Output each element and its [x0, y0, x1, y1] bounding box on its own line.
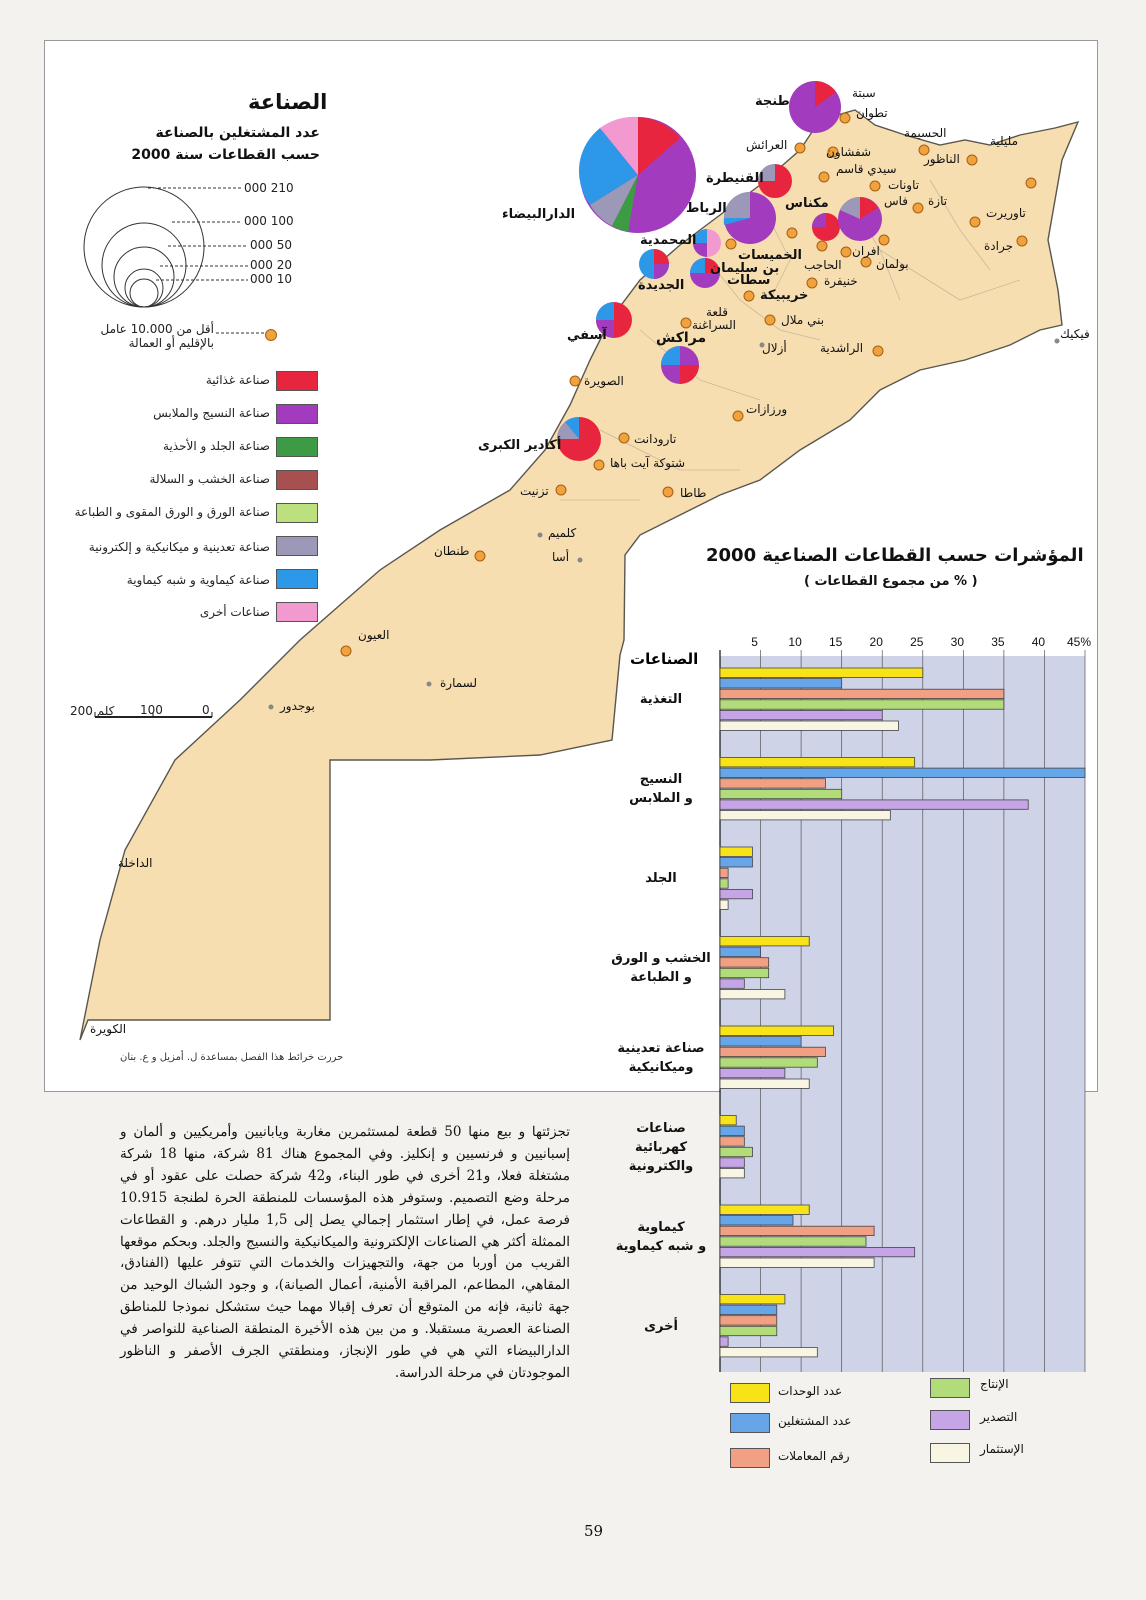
bar-5-1: [720, 1026, 834, 1035]
city-khenifra: خنيفرة: [824, 274, 858, 288]
bar-2-1: [720, 758, 915, 767]
category-label-line: و الملابس: [629, 791, 693, 807]
city-tiznit: تزنيت: [520, 484, 549, 498]
tick-label-5: 5: [751, 635, 758, 649]
bar-5-5: [720, 1068, 785, 1077]
city-casablanca: الدارالبيضاء: [502, 207, 576, 222]
city-meknes: مكناس: [785, 196, 829, 211]
bar-5-3: [720, 1047, 825, 1056]
sector-swatch-chemical: [276, 569, 318, 589]
city-jerada: جرادة: [984, 239, 1014, 253]
sector-swatch-food: [276, 371, 318, 391]
category-label-line: وميكانيكية: [628, 1059, 694, 1075]
city-sebta: سبتة: [852, 86, 876, 100]
city-essaouira: الصويرة: [584, 374, 624, 388]
legend-swatch-production: [930, 1378, 970, 1398]
city-nador: الناظور: [924, 152, 960, 166]
sector-label-other: صناعات أخرى: [199, 605, 270, 619]
sector-swatch-other: [276, 602, 318, 622]
bar-8-4: [720, 1326, 777, 1335]
sector-label-food: صناعة غذائية: [205, 373, 270, 387]
city-figuig: فيكيك: [1060, 327, 1090, 341]
bar-1-1: [720, 668, 923, 677]
bar-4-6: [720, 990, 785, 999]
size-legend-210000: 210 000: [244, 181, 294, 195]
category-label-line: التغذية: [639, 692, 683, 708]
category-label-line: أخرى: [644, 1318, 678, 1334]
tick-label-40: 40: [1031, 635, 1046, 649]
city-khemisset: الخميسات: [738, 248, 802, 263]
map-subtitle-line1: عدد المشتغلين بالصناعة: [155, 125, 320, 141]
pie-eljadida: [639, 249, 669, 279]
legend-label-export: التصدير: [980, 1410, 1018, 1424]
sector-label-paper: صناعة الورق و الورق المقوى و الطباعة: [74, 505, 270, 519]
bar-5-6: [720, 1079, 809, 1088]
category-label-line: الخشب و الورق: [611, 951, 711, 967]
city-dakhla: الداخلة: [118, 856, 153, 870]
bar-3-2: [720, 858, 752, 867]
city-chtouka: شتوكة آيت باها: [610, 456, 686, 470]
city-mohammedia: المحمدية: [640, 233, 697, 248]
category-label-line: صناعة تعدينية: [617, 1040, 705, 1056]
bar-7-6: [720, 1258, 874, 1267]
bar-2-3: [720, 779, 825, 788]
size-legend-circles: [84, 187, 248, 307]
bar-1-5: [720, 710, 882, 719]
size-legend-10000: 10 000: [250, 272, 293, 286]
bar-1-6: [720, 721, 898, 730]
legend-swatch-employees: [730, 1413, 770, 1433]
bar-6-4: [720, 1147, 752, 1156]
bar-3-5: [720, 889, 752, 898]
category-label-line: و شبه كيماوية: [615, 1238, 707, 1254]
category-label-2: [606, 770, 716, 808]
pie-mohammedia: [693, 229, 721, 257]
bar-8-5: [720, 1337, 728, 1346]
city-azilal: أزلال: [762, 341, 787, 355]
category-label-8: [606, 1317, 716, 1336]
city-rabat: الرباط: [686, 201, 727, 216]
category-label-3: [606, 869, 716, 888]
bar-7-5: [720, 1247, 915, 1256]
city-khouribga: خريبيكة: [760, 288, 809, 303]
city-larache: العرائش: [746, 138, 788, 152]
page-number: 59: [584, 1522, 604, 1540]
city-boulemane: بولمان: [876, 257, 909, 271]
city-kelaa-2: السراغنة: [692, 318, 736, 332]
bar-7-1: [720, 1205, 809, 1214]
bar-6-5: [720, 1158, 744, 1167]
legend-label-employees: عدد المشتغلين: [778, 1414, 852, 1428]
bar-6-2: [720, 1126, 744, 1135]
city-laayoune: العيون: [358, 628, 390, 642]
tick-label-20: 20: [869, 635, 883, 649]
sector-label-wood: صناعة الخشب و السلالة: [149, 472, 270, 486]
city-ifrane: افران: [852, 244, 880, 258]
category-label-line: و الطباعة: [630, 970, 692, 986]
bar-1-3: [720, 689, 1004, 698]
map-subtitle: [110, 122, 320, 166]
city-ouarzazate: ورزازات: [746, 402, 788, 416]
city-assa: أسا: [552, 550, 570, 564]
city-smara: لسمارة: [440, 676, 478, 690]
sector-swatch-leather: [276, 437, 318, 457]
pie-tanger: [789, 81, 841, 133]
city-tata: طاطا: [680, 486, 707, 500]
pie-casablanca: [579, 117, 696, 233]
bar-3-6: [720, 900, 728, 909]
sector-swatch-mechanical: [276, 536, 318, 556]
map-subtitle-line2: حسب القطاعات سنة 2000: [131, 147, 320, 163]
city-errachidia: الراشدية: [820, 341, 864, 355]
city-fes: فاس: [884, 194, 909, 208]
city-marrakech: مراكش: [656, 330, 707, 346]
sector-label-leather: صناعة الجلد و الأحذية: [163, 439, 270, 453]
bar-7-2: [720, 1216, 793, 1225]
chart-title: المؤشرات حسب القطاعات الصناعية 2000: [706, 545, 1084, 566]
bar-1-2: [720, 679, 842, 688]
category-label-6: [606, 1119, 716, 1176]
bar-4-5: [720, 979, 744, 988]
scale-label-200: كلم 200: [70, 704, 115, 718]
legend-label-production: الإنتاج: [980, 1377, 1009, 1391]
legend-swatch-investment: [930, 1443, 970, 1463]
chart-subtitle: ( % من مجموع القطاعات ): [804, 574, 978, 589]
bar-8-1: [720, 1295, 785, 1304]
category-label-line: كيماوية: [637, 1219, 685, 1235]
bar-6-3: [720, 1137, 744, 1146]
city-guelmim: كلميم: [548, 526, 577, 540]
city-benslimane: بن سليمان: [710, 261, 780, 276]
bar-4-3: [720, 958, 769, 967]
category-label-5: [606, 1039, 716, 1077]
bar-4-4: [720, 968, 769, 977]
tick-label-15: 15: [828, 635, 843, 649]
bar-8-2: [720, 1305, 777, 1314]
city-benimellal: بني ملال: [781, 313, 825, 327]
tick-label-10: 10: [788, 635, 802, 649]
city-chefchaouen: شفشاون: [826, 145, 872, 159]
bar-4-2: [720, 947, 761, 956]
pie-marrakech: [661, 346, 699, 384]
bar-8-3: [720, 1316, 777, 1325]
city-hoceima: الحسيمة: [904, 126, 947, 140]
bar-2-2: [720, 768, 1085, 777]
sector-swatch-wood: [276, 470, 318, 490]
size-legend-50000: 50 000: [250, 238, 293, 252]
category-label-7: [606, 1218, 716, 1256]
sector-label-mechanical: صناعة تعدينية و ميكانيكية و إلكترونية: [88, 540, 270, 554]
city-taourirt: تاوريرت: [986, 206, 1026, 220]
city-lagouira: الكويرة: [90, 1022, 127, 1036]
scale-label-100: 100: [140, 703, 163, 717]
city-eljadida: الجديدة: [638, 278, 685, 293]
pie-rabat: [724, 192, 776, 244]
bar-3-4: [720, 879, 728, 888]
city-safi: آسفي: [567, 328, 607, 343]
city-agadir: أكادير الكبرى: [478, 438, 562, 453]
bar-7-3: [720, 1226, 874, 1235]
legend-label-investment: الإستثمار: [980, 1442, 1024, 1456]
city-tetouan: تطوان: [856, 106, 888, 120]
category-label-4: [606, 949, 716, 987]
sector-label-textile: صناعة النسيج والملابس: [153, 406, 270, 420]
city-tantan: طنطان: [434, 544, 470, 558]
pie-meknes: [812, 213, 840, 241]
tick-label-25: 25: [910, 635, 924, 649]
legend-swatch-turnover: [730, 1448, 770, 1468]
city-taounate: تاونات: [888, 178, 920, 192]
tick-label-35: 35: [991, 635, 1005, 649]
tick-label-45: 45%: [1066, 635, 1092, 649]
sector-swatch-paper: [276, 503, 318, 523]
body-paragraph: تجزئتها و بيع منها 50 قطعة لمستثمرين مغاربة ويابانيين وأمريكيين و ألمان و إسبانيين و فرنسيين و إنكليز. وفي المجموع هناك 81 شركة، منها 18 شركة مشتغلة فعلا، و21 أخرى في طور البناء، و42 شركة حصلت على عقود أو في مرحلة وضع التصميم. وستوفر هذه المؤسسات للمنطقة الحرة لطنجة 10.915 فرصة عمل، في إطار استثمار إجمالي يصل إلى 1,5 مليار درهم. و القطاعات الممثلة أكثر هي الصناعات الإلكترونية والميكانيكية والنسيج والجلد. وبحكم موقعها القريب من أوربا من جهة، والتجهيزات والخدمات التي تتوفر عليها (الفنادق، المقاهي، المطاعم، المراقبة الأمنية، أعمال الصيانة)، و وجود الشباك الوحيد من جهة ثانية، فإنه من المتوقع أن تعرف إقبالا مهما حيث ستشكل نموذجا للمناطق الصناعة العصرية مستقبلا. و من بين هذه الأخيرة المنطقة الصناعية للنواصر في الدارالبيضاء التي هي في طور الإنجاز، ومنطقتي الجرف الأصفر و الناظور الموجودتان في مرحلة الدراسة.: [120, 1124, 570, 1381]
bar-5-2: [720, 1037, 801, 1046]
bar-5-4: [720, 1058, 817, 1067]
pie-fes: [838, 197, 882, 241]
category-label-line: صناعات: [636, 1120, 686, 1136]
legend-label-units: عدد الوحدات: [778, 1384, 843, 1398]
bar-2-6: [720, 811, 890, 820]
city-hajeb: الحاجب: [804, 258, 842, 272]
bar-1-4: [720, 700, 1004, 709]
category-label-line: والكترونية: [628, 1158, 694, 1174]
category-label-line: النسيج: [639, 772, 683, 788]
legend-swatch-export: [930, 1410, 970, 1430]
bar-2-5: [720, 800, 1028, 809]
city-kenitra: القنيطرة: [706, 171, 764, 186]
sector-label-chemical: صناعة كيماوية و شبه كيماوية: [126, 573, 270, 587]
city-taza: تازة: [928, 194, 948, 208]
small-point-label-1: أقل من 10.000 عامل: [100, 322, 214, 336]
map-title: الصناعة: [248, 90, 328, 114]
bar-3-1: [720, 847, 752, 856]
bar-3-3: [720, 868, 728, 877]
sector-swatch-textile: [276, 404, 318, 424]
scale-label-0: 0: [202, 703, 210, 717]
city-taroudant: تارودانت: [634, 432, 677, 446]
bar-6-1: [720, 1116, 736, 1125]
bar-4-1: [720, 937, 809, 946]
small-point-symbol: [266, 330, 277, 341]
legend-label-turnover: رقم المعاملات: [778, 1449, 850, 1463]
city-kelaa-1: قلعة: [706, 305, 728, 319]
bar-8-6: [720, 1348, 817, 1357]
city-melilia: مليلية: [990, 134, 1019, 148]
city-settat: سطات: [727, 273, 771, 288]
map-credit: حررت خرائط هذا الفصل بمساعدة ل. أمزيل و ع. بنان: [120, 1052, 344, 1063]
bar-2-4: [720, 789, 842, 798]
size-legend-20000: 20 000: [250, 258, 293, 272]
legend-swatch-units: [730, 1383, 770, 1403]
city-tanger: طنجة: [755, 94, 790, 109]
size-legend-100000: 100 000: [244, 214, 294, 228]
city-sidikacem: سيدي قاسم: [836, 162, 897, 176]
category-label-1: [606, 690, 716, 709]
tick-label-30: 30: [950, 635, 965, 649]
bar-6-6: [720, 1169, 744, 1178]
city-boujdour: بوجدور: [280, 699, 315, 713]
bar-7-4: [720, 1237, 866, 1246]
bar-chart: [600, 620, 1100, 1380]
small-point-label: [90, 322, 214, 350]
category-label-line: الجلد: [645, 871, 677, 887]
pie-agadir: [557, 417, 601, 461]
category-label-line: كهربائية: [634, 1139, 688, 1155]
small-point-label-2: بالإقليم أو العمالة: [128, 336, 214, 350]
chart-axis-header: الصناعات: [630, 650, 699, 668]
